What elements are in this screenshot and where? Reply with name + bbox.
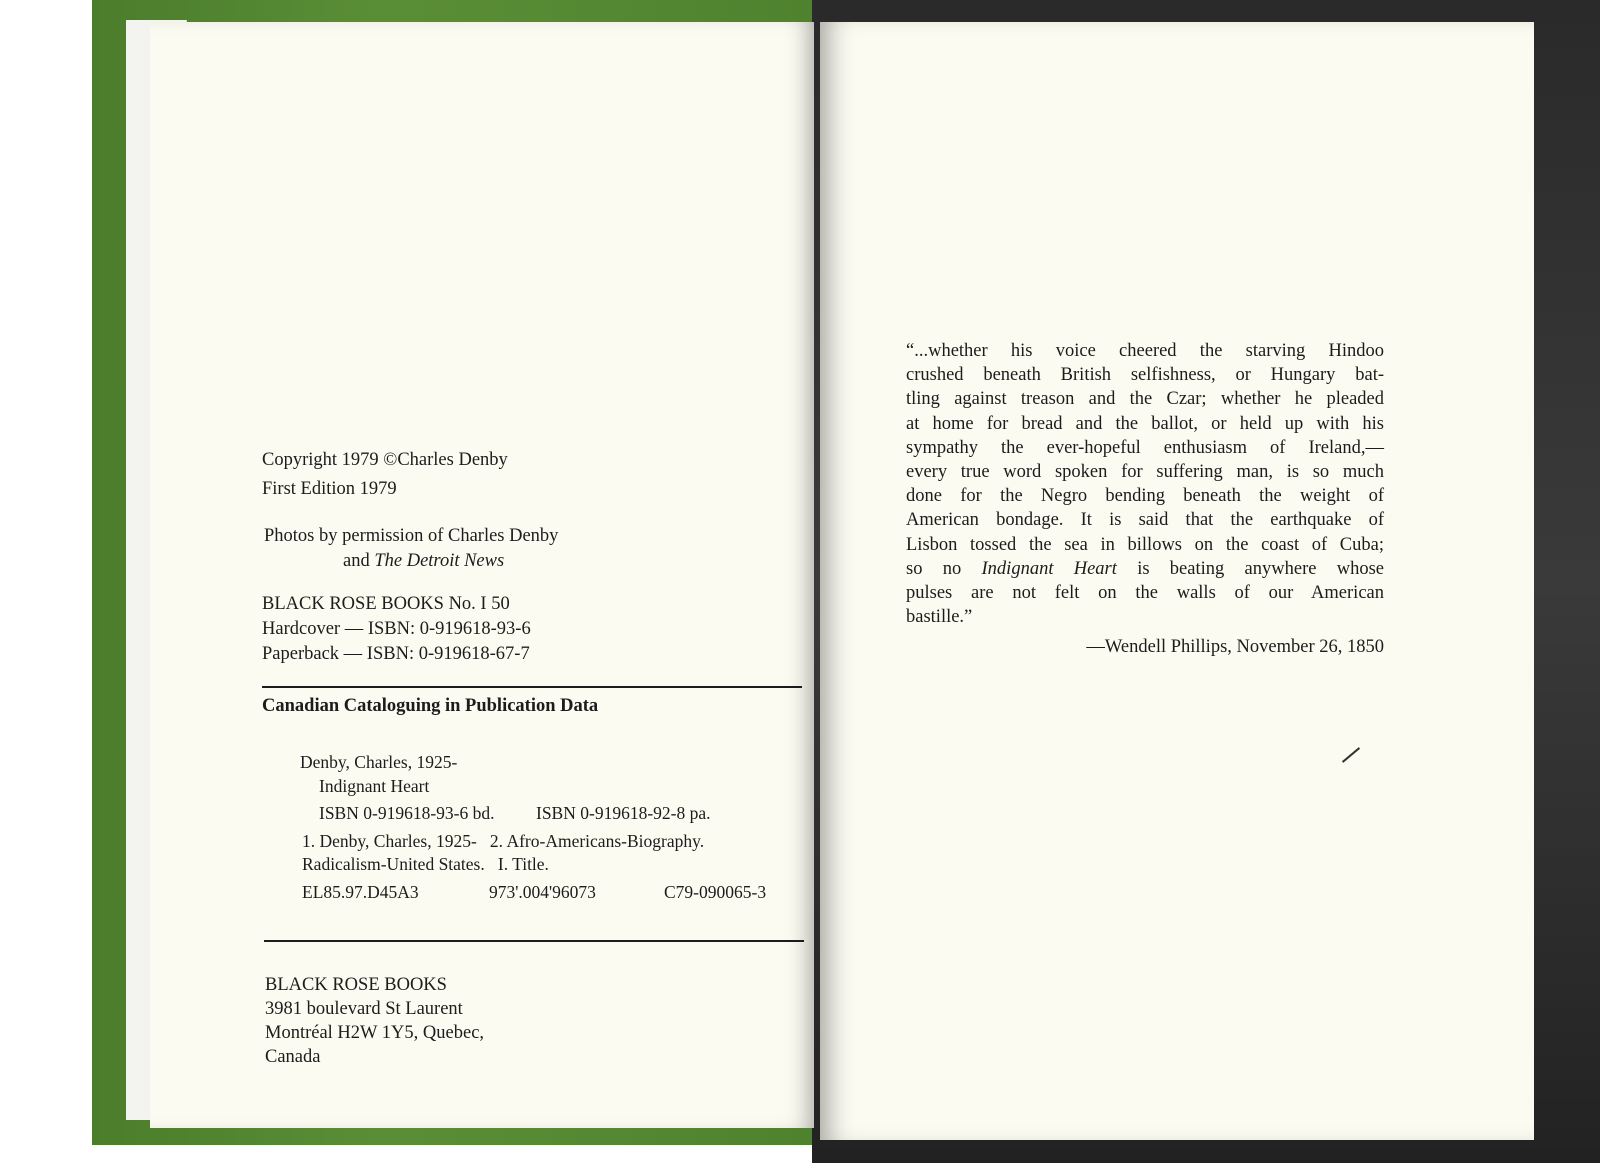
cip-heading: Canadian Cataloguing in Publication Data <box>262 696 599 716</box>
quote-line: so no Indignant Heart is beating anywhere whose <box>906 558 1384 579</box>
quote-line: done for the Negro bending beneath the weight of <box>906 486 1384 507</box>
cip-isbn-pa: ISBN 0-919618-92-8 pa. <box>536 803 711 823</box>
cip-class-lc: EL85.97.D45A3 <box>302 882 419 902</box>
top-rule <box>262 686 802 688</box>
cip-author: Denby, Charles, 1925- <box>300 752 458 772</box>
photos-credit-line1: Photos by permission of Charles Denby <box>264 526 559 546</box>
photos-credit-line2: and The Detroit News <box>343 551 505 571</box>
publisher-country: Canada <box>265 1047 321 1067</box>
publisher-street: 3981 boulevard St Laurent <box>265 999 463 1019</box>
publisher-name: BLACK ROSE BOOKS <box>265 975 447 995</box>
publisher-city: Montréal H2W 1Y5, Quebec, <box>265 1023 485 1043</box>
quote-line: crushed beneath British selfishness, or Hungary bat- <box>906 365 1384 386</box>
cip-subjects-line2: Radicalism-United States. I. Title. <box>302 854 549 874</box>
quote-italic-title: Indignant Heart <box>981 558 1117 579</box>
quote-line: American bondage. It is said that the earthquake of <box>906 510 1384 531</box>
cip-subjects-line1: 1. Denby, Charles, 1925- 2. Afro-Americans-Biography. <box>302 831 705 851</box>
hardcover-isbn: Hardcover — ISBN: 0-919618-93-6 <box>262 619 531 639</box>
edition-line: First Edition 1979 <box>262 479 397 499</box>
cip-class-number: C79-090065-3 <box>664 882 767 902</box>
quote-line: sympathy the ever-hopeful enthusiasm of Ireland,— <box>906 437 1384 458</box>
quote-line: every true word spoken for suffering man, is so much <box>906 461 1384 482</box>
copyright-line: Copyright 1979 ©Charles Denby <box>262 450 508 470</box>
quote-line: at home for bread and the ballot, or held up with his <box>906 413 1384 434</box>
paperback-isbn: Paperback — ISBN: 0-919618-67-7 <box>262 644 530 664</box>
quote-attribution: —Wendell Phillips, November 26, 1850 <box>1086 637 1384 657</box>
cip-title: Indignant Heart <box>319 776 430 796</box>
cip-class-dewey: 973'.004'96073 <box>489 882 596 902</box>
left-page <box>150 22 814 1128</box>
cip-isbn-bd: ISBN 0-919618-93-6 bd. <box>319 803 495 823</box>
bottom-rule <box>264 940 804 942</box>
quote-line: “...whether his voice cheered the starving Hindoo <box>906 341 1384 361</box>
quote-line: bastille.” <box>906 607 973 628</box>
epigraph-quote <box>906 339 1384 629</box>
quote-line: tling against treason and the Czar; whether he pleaded <box>906 389 1384 410</box>
series-line: BLACK ROSE BOOKS No. I 50 <box>262 594 510 614</box>
quote-line: pulses are not felt on the walls of our American <box>906 582 1384 603</box>
quote-line: Lisbon tossed the sea in billows on the coast of Cuba; <box>906 534 1384 555</box>
